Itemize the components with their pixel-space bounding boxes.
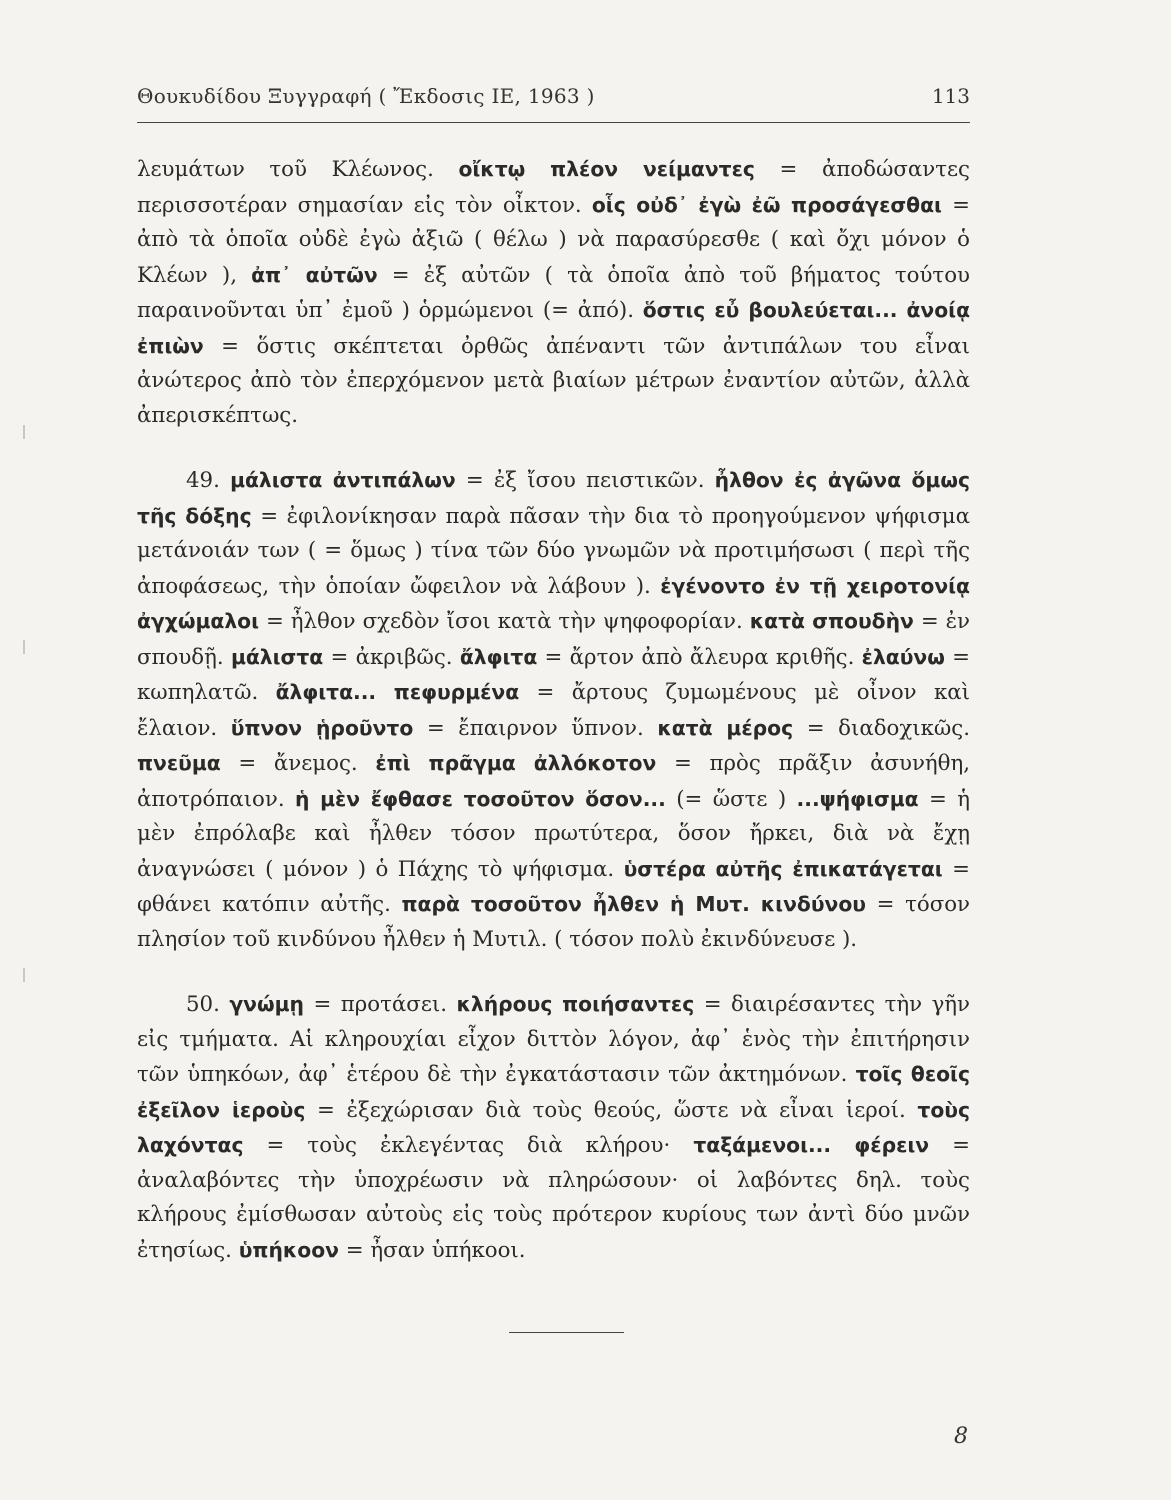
text-run: = φθάνει κατόπιν αὐτῆς. bbox=[137, 856, 970, 917]
margin-mark bbox=[23, 968, 25, 982]
text-run: = ἀκριβῶς. bbox=[323, 644, 460, 670]
header-rule bbox=[137, 122, 970, 123]
text-run: = διαδοχικῶς. bbox=[793, 715, 970, 741]
lemma: κατὰ μέρος bbox=[657, 715, 794, 740]
text-run: λευμάτων τοῦ Κλέωνος. bbox=[137, 157, 459, 182]
lemma: ἐλαύνω bbox=[861, 644, 945, 669]
text-run: = διαιρέσαντες τὴν γῆν εἰς τμήματα. Αἱ κληρουχίαι εἶχον διττὸν λόγον, ἀφ᾽ ἑνὸς τὴν ἐπιτήρησιν τῶν ὑπηκόων, ἀφ᾽ ἑτέρου δὲ τὴν ἐγκατάστασιν τῶν ἀκτημόνων. bbox=[137, 992, 970, 1087]
text-run: = ἦσαν ὑπήκοοι. bbox=[338, 1237, 526, 1263]
lemma: οἷς οὐδ᾽ ἐγὼ ἐῶ προσάγεσθαι bbox=[591, 192, 942, 217]
lemma: ὑστέρα αὐτῆς ἐπικατάγεται bbox=[623, 856, 943, 881]
paragraph bbox=[137, 152, 970, 433]
lemma: τοῖς θεοῖς ἐξεῖλον ἱεροὺς bbox=[137, 1062, 970, 1122]
text-run: = ἀποδώσαντες περισσοτέραν σημασίαν εἰς τὸν οἶκτον. bbox=[137, 157, 970, 218]
chapter-number: 49. bbox=[186, 468, 231, 493]
section-rule bbox=[509, 1332, 624, 1333]
paragraph bbox=[137, 463, 970, 957]
lemma: κλήρους ποιήσαντες bbox=[456, 992, 695, 1016]
lemma: ὑπήκοον bbox=[238, 1237, 339, 1262]
lemma: ἡ μὲν ἔφθασε τοσοῦτον ὅσον... bbox=[294, 786, 666, 811]
lemma: κατὰ σπουδὴν bbox=[749, 609, 914, 633]
lemma: παρὰ τοσοῦτον ἦλθεν ἡ Μυτ. κινδύνου bbox=[401, 892, 866, 916]
lemma: ὅστις εὖ βουλεύεται... ἀνοίᾳ ἐπιὼν bbox=[137, 298, 971, 358]
lemma: γνώμῃ bbox=[229, 992, 304, 1016]
page-number: 113 bbox=[931, 84, 970, 108]
lemma: ὕπνον ᾑροῦντο bbox=[230, 715, 414, 740]
lemma: ἐγένοντο ἐν τῇ χειροτονίᾳ ἀγχώμαλοι bbox=[137, 573, 970, 633]
margin-mark bbox=[23, 425, 25, 439]
text-run: = ἐξεχώρισαν διὰ τοὺς θεούς, ὥστε νὰ εἶναι ἱεροί. bbox=[305, 1097, 918, 1123]
text-run: = τοὺς ἐκλεγέντας διὰ κλήρου· bbox=[243, 1133, 694, 1158]
text-run: = κωπηλατῶ. bbox=[137, 644, 970, 705]
lemma: μάλιστα ἀντιπάλων bbox=[230, 468, 456, 492]
margin-mark bbox=[23, 640, 25, 654]
text-run: = ἐν σπουδῇ. bbox=[137, 609, 970, 670]
text-run: = τόσον πλησίον τοῦ κινδύνου ἦλθεν ἡ Μυτιλ. ( τόσον πολὺ ἐκινδύνευσε ). bbox=[137, 892, 970, 952]
text-run: (= ὥστε ) bbox=[665, 786, 797, 812]
text-run: = ἄρτον ἀπὸ ἄλευρα κριθῆς. bbox=[537, 644, 862, 670]
text-run: = ἔπαιρνον ὕπνον. bbox=[413, 715, 658, 741]
lemma: ...ψήφισμα bbox=[796, 786, 919, 811]
lemma: ταξάμενοι... φέρειν bbox=[693, 1133, 930, 1157]
lemma: ἄλφιτα... πεφυρμένα bbox=[275, 680, 520, 704]
text-run: = ἡ μὲν ἐπρόλαβε καὶ ἦλθεν τόσον πρωτύτερα, ὅσον ἤρκει, διὰ νὰ ἔχῃ ἀναγνώσει ( μόνον ) ὁ Πάχης τὸ ψήφισμα. bbox=[137, 786, 970, 882]
header-title: Θουκυδίδου Ξυγγραφή ( Ἔκδοσις ΙΕ, 1963 ) bbox=[137, 84, 595, 108]
text-run: = ἐφιλονίκησαν παρὰ πᾶσαν τὴν δια τὸ προηγούμενον ψήφισμα μετάνοιάν των ( = ὅμως ) τίνα τῶν δύο γνωμῶν νὰ προτιμήσωσι ( περὶ τῆς ἀποφάσεως, τὴν ὁποίαν ὤφειλον νὰ λάβουν ). bbox=[137, 503, 970, 599]
text-run: = ἐξ ἴσου πειστικῶν. bbox=[455, 468, 715, 493]
text-run: = ἄνεμος. bbox=[220, 751, 376, 776]
lemma: ἀπ᾽ αὐτῶν bbox=[251, 262, 378, 287]
text-run: = ἄρτους ζυμωμένους μὲ οἶνον καὶ ἔλαιον. bbox=[137, 680, 971, 741]
lemma: ἦλθον ἐς ἀγῶνα ὅμως τῆς δόξης bbox=[137, 468, 970, 528]
text-run: = ἀπὸ τὰ ὁποῖα οὐδὲ ἐγὼ ἀξιῶ ( θέλω ) νὰ παρασύρεσθε ( καὶ ὄχι μόνον ὁ Κλέων ), bbox=[137, 192, 970, 288]
text-run: = πρὸς πρᾶξιν ἀσυνήθη, ἀποτρόπαιον. bbox=[137, 751, 970, 812]
commentary-text bbox=[137, 152, 970, 1268]
lemma: πνεῦμα bbox=[137, 751, 221, 775]
lemma: ἄλφιτα bbox=[459, 644, 538, 669]
lemma: ἐπὶ πρᾶγμα ἀλλόκοτον bbox=[375, 751, 657, 775]
text-run: = ἐξ αὐτῶν ( τὰ ὁποῖα ἀπὸ τοῦ βήματος τούτου παραινοῦνται ὑπ᾽ ἐμοῦ ) ὁρμώμενοι (= ἀπό). bbox=[137, 262, 970, 323]
lemma: μάλιστα bbox=[230, 644, 324, 669]
text-run: = ὅστις σκέπτεται ὀρθῶς ἀπέναντι τῶν ἀντιπάλων του εἶναι ἀνώτερος ἀπὸ τὸν ἐπερχόμενον μετὰ βιαίων μέτρων ἐναντίον αὐτῶν, ἀλλὰ ἀπερισκέπτως. bbox=[137, 333, 970, 428]
text-run: = προτάσει. bbox=[303, 992, 457, 1017]
lemma: τοὺς λαχόντας bbox=[137, 1097, 971, 1157]
paragraph bbox=[137, 987, 970, 1268]
chapter-number: 50. bbox=[186, 992, 230, 1017]
text-run: = ἦλθον σχεδὸν ἴσοι κατὰ τὴν ψηφοφορίαν. bbox=[259, 609, 750, 634]
text-run: = ἀναλαβόντες τὴν ὑποχρέωσιν νὰ πληρώσουν· οἱ λαβόντες δηλ. τοὺς κλήρους ἐμίσθωσαν αὐτοὺς εἰς τοὺς πρότερον κυρίους των ἀντὶ δύο μνῶν ἐτησίως. bbox=[137, 1133, 970, 1263]
lemma: οἴκτῳ πλέον νείμαντες bbox=[458, 157, 755, 181]
signature-mark: 8 bbox=[954, 1424, 968, 1449]
